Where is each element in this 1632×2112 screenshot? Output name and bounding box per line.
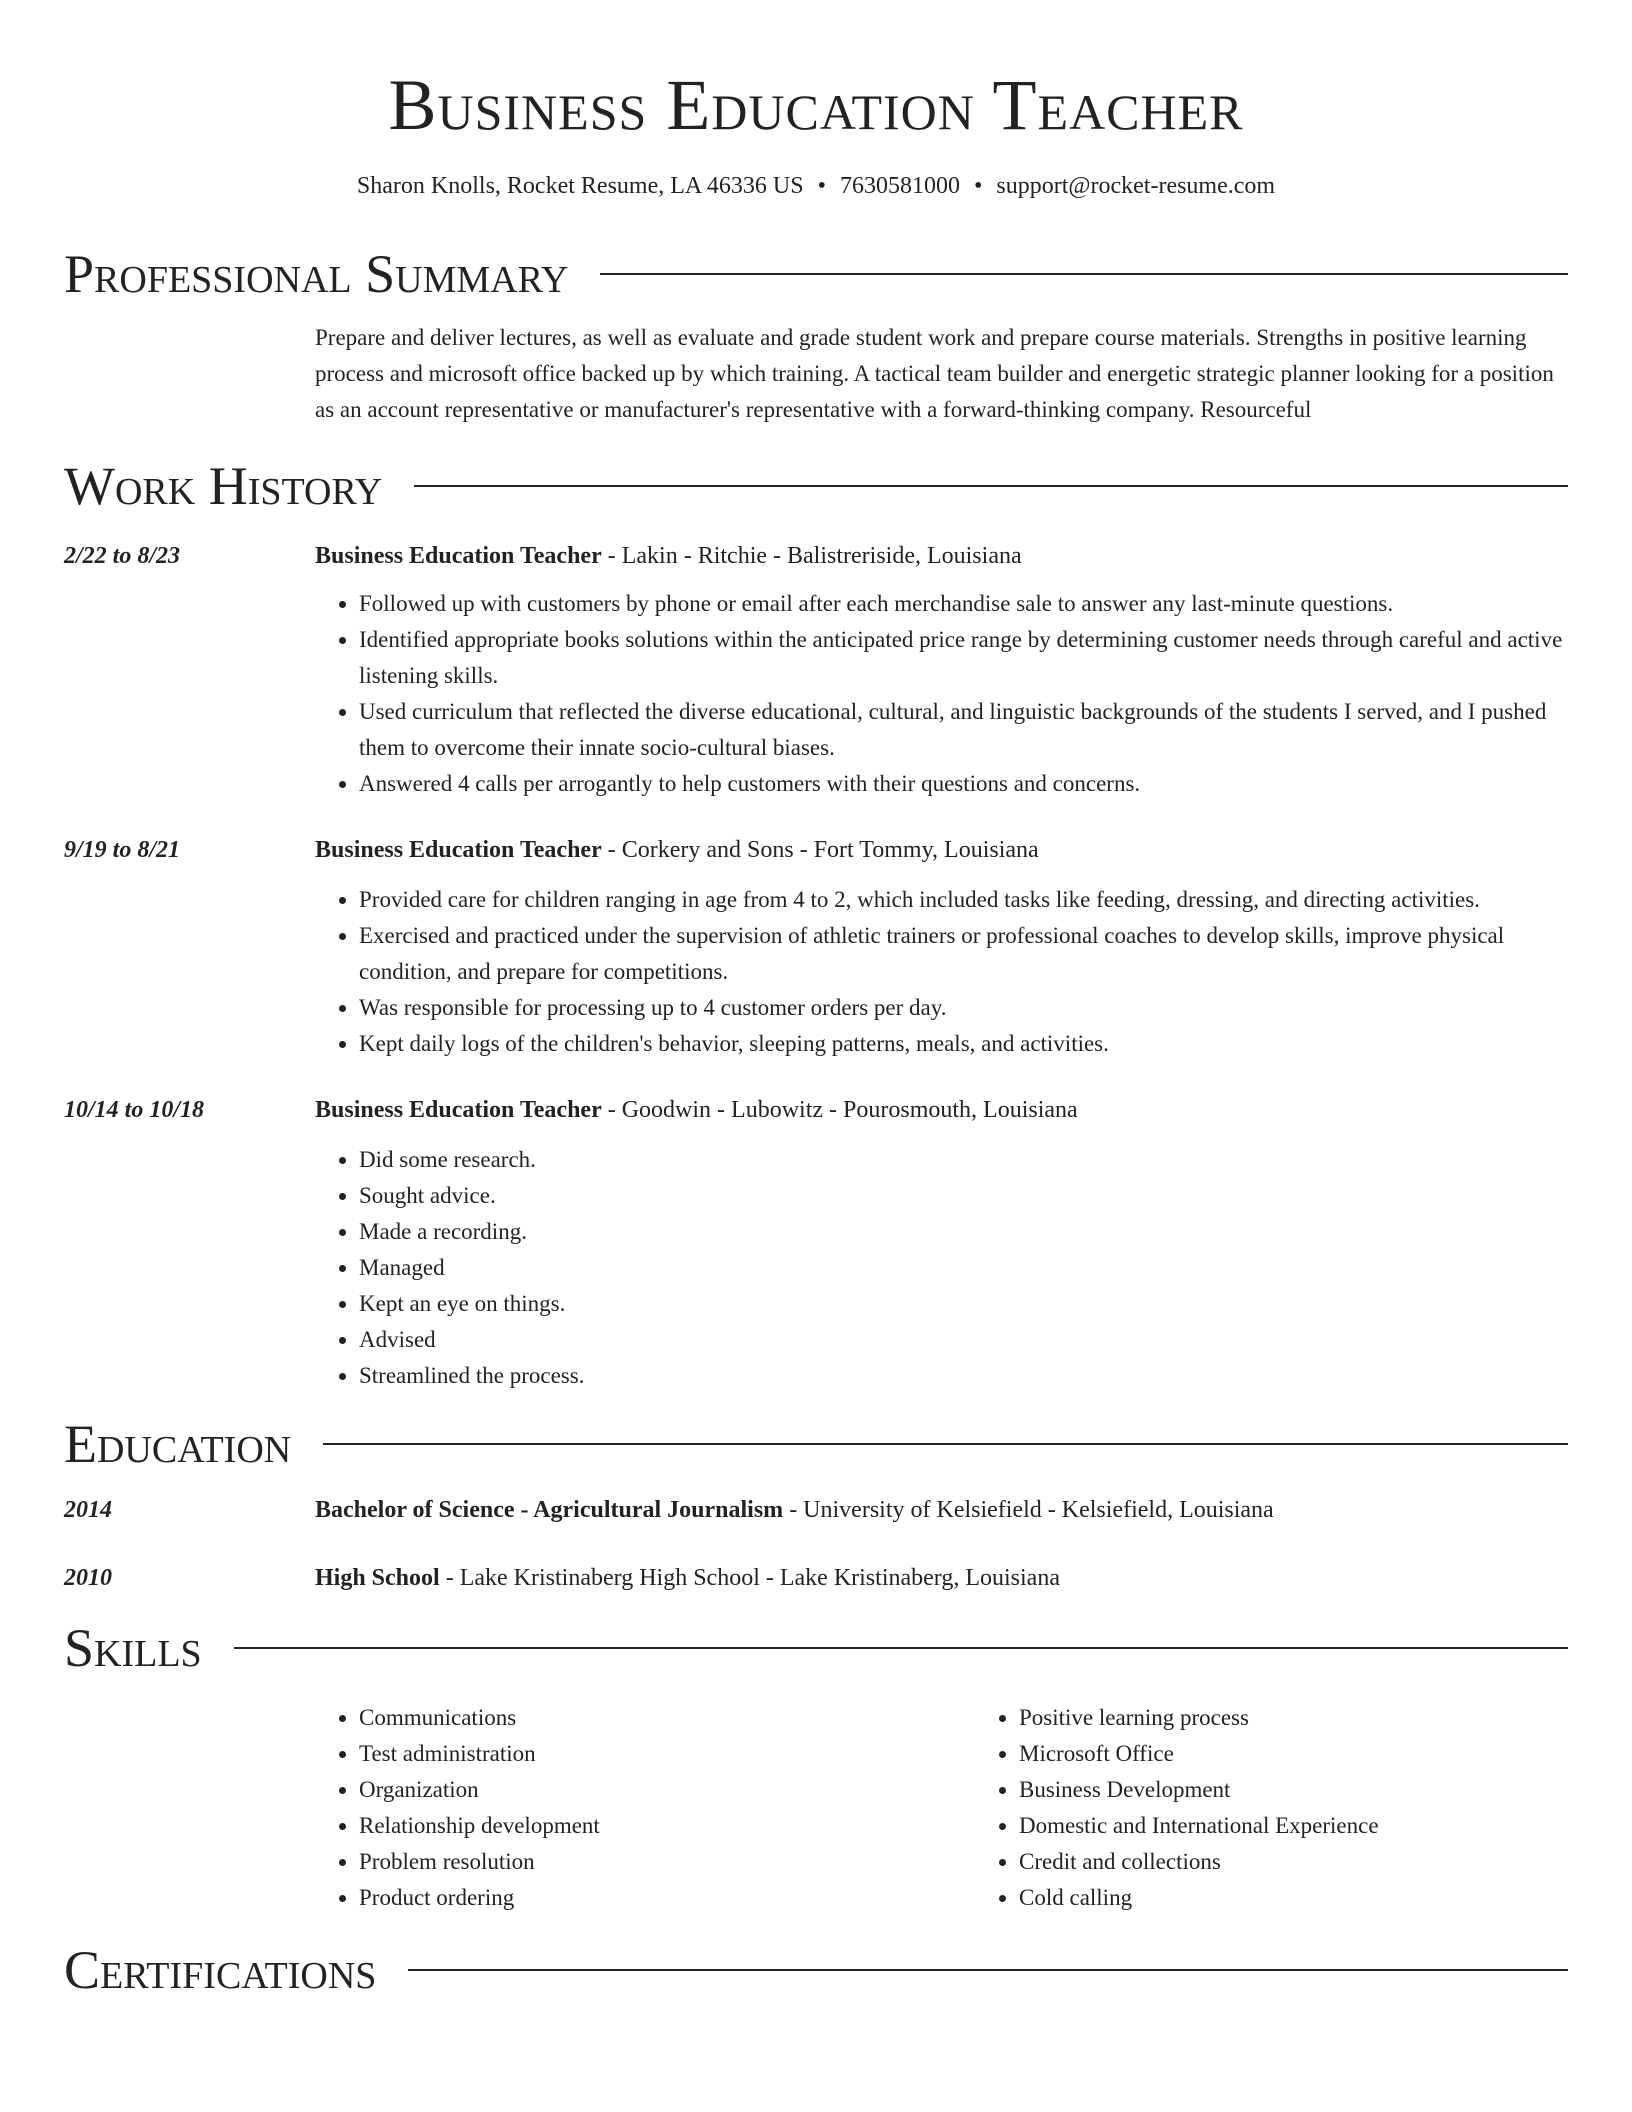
- contact-address: Sharon Knolls, Rocket Resume, LA 46336 US: [356, 173, 804, 199]
- resume-page: [64, 0, 1568, 2002]
- education-degree: High School: [315, 1565, 440, 1591]
- contact-separator: •: [817, 173, 826, 199]
- job-title: Business Education Teacher: [315, 1097, 602, 1123]
- section-divider: [234, 1647, 1568, 1649]
- job-dates: 10/14 to 10/18: [64, 1097, 205, 1123]
- job-employer: - Lakin - Ritchie - Balistreriside, Louisiana: [601, 543, 1022, 569]
- resume-title: Business Education Teacher: [388, 65, 1244, 145]
- job-duty: • Streamlined the process.: [359, 1358, 1568, 1394]
- contact-email: support@rocket-resume.com: [996, 173, 1276, 199]
- job-duty: • Followed up with customers by phone or email after each merchandise sale to answer any last-minute questions.: [359, 586, 1568, 622]
- skill-item: • Credit and collections: [1019, 1844, 1632, 1880]
- job-entry: [64, 1094, 1568, 1394]
- section-divider: [414, 485, 1568, 487]
- job-duties-list: [315, 1142, 1568, 1394]
- skills-list-left: [315, 1700, 975, 1916]
- section-divider: [600, 273, 1568, 275]
- section-divider: [323, 1443, 1568, 1445]
- work-history-section-header: [64, 454, 1568, 518]
- job-duty: • Provided care for children ranging in age from 4 to 2, which included tasks like feeding, dressing, and directing activities.: [359, 882, 1568, 918]
- job-duty: • Managed: [359, 1250, 1568, 1286]
- skills-list-right: [975, 1700, 1632, 1916]
- education-degree: Bachelor of Science - Agricultural Journalism: [315, 1497, 784, 1523]
- contact-phone: 7630581000: [839, 173, 960, 199]
- job-entry: [64, 540, 1568, 802]
- job-title-line: [315, 834, 1568, 866]
- job-duty: • Sought advice.: [359, 1178, 1568, 1214]
- job-duty: • Advised: [359, 1322, 1568, 1358]
- work-history-heading: Work History: [64, 456, 383, 516]
- job-duty: • Made a recording.: [359, 1214, 1568, 1250]
- job-duties-list: [315, 586, 1568, 802]
- skill-item: • Test administration: [359, 1736, 975, 1772]
- skills-heading: Skills: [64, 1618, 202, 1678]
- skill-item: • Positive learning process: [1019, 1700, 1632, 1736]
- skills-grid: [315, 1700, 1568, 1916]
- education-school: - University of Kelsiefield - Kelsiefield, Louisiana: [783, 1497, 1274, 1523]
- job-duties-list: [315, 882, 1568, 1062]
- job-content: [315, 834, 1568, 1062]
- education-school: - Lake Kristinaberg High School - Lake Kristinaberg, Louisiana: [439, 1565, 1060, 1591]
- job-duty: • Exercised and practiced under the supervision of athletic trainers or professional coaches to develop skills, improve physical condition, and prepare for competitions.: [359, 918, 1568, 990]
- certifications-heading: Certifications: [64, 1940, 377, 2000]
- education-heading: Education: [64, 1414, 292, 1474]
- skill-item: • Cold calling: [1019, 1880, 1632, 1916]
- skill-item: • Product ordering: [359, 1880, 975, 1916]
- job-duty: • Did some research.: [359, 1142, 1568, 1178]
- job-dates: 2/22 to 8/23: [64, 543, 181, 569]
- skill-item: • Relationship development: [359, 1808, 975, 1844]
- job-dates: 9/19 to 8/21: [64, 837, 181, 863]
- skills-section-header: [64, 1616, 1568, 1680]
- job-employer: - Goodwin - Lubowitz - Pourosmouth, Louisiana: [601, 1097, 1078, 1123]
- education-year: 2010: [64, 1565, 112, 1591]
- skill-item: • Communications: [359, 1700, 975, 1736]
- job-duty: • Was responsible for processing up to 4 customer orders per day.: [359, 990, 1568, 1026]
- job-title: Business Education Teacher: [315, 837, 602, 863]
- skill-item: • Problem resolution: [359, 1844, 975, 1880]
- job-content: [315, 1094, 1568, 1394]
- job-content: [315, 540, 1568, 802]
- job-duty: • Answered 4 calls per arrogantly to help customers with their questions and concerns.: [359, 766, 1568, 802]
- job-title: Business Education Teacher: [315, 543, 602, 569]
- job-entry: [64, 834, 1568, 1062]
- education-section-header: [64, 1412, 1568, 1476]
- certifications-section-header: [64, 1938, 1568, 2002]
- summary-section-header: [64, 242, 1568, 306]
- job-duty: • Kept daily logs of the children's behavior, sleeping patterns, meals, and activities.: [359, 1026, 1568, 1062]
- skill-item: • Organization: [359, 1772, 975, 1808]
- education-entry: [64, 1494, 1568, 1526]
- education-line: [315, 1562, 1568, 1594]
- summary-text: Prepare and deliver lectures, as well as evaluate and grade student work and prepare course materials. Strengths in positive learning process and microsoft office backed up by which training. A tactical team builder and energetic strategic planner looking for a position as an account representative or manufacturer's representative with a forward-thinking company. Resourceful: [315, 325, 1554, 422]
- skill-item: • Microsoft Office: [1019, 1736, 1632, 1772]
- section-divider: [408, 1969, 1568, 1971]
- skill-item: • Business Development: [1019, 1772, 1632, 1808]
- education-line: [315, 1494, 1568, 1526]
- education-year: 2014: [64, 1497, 112, 1523]
- job-title-line: [315, 1094, 1568, 1126]
- summary-heading: Professional Summary: [64, 244, 569, 304]
- job-duty: • Identified appropriate books solutions within the anticipated price range by determining customer needs through careful and active listening skills.: [359, 622, 1568, 694]
- education-entry: [64, 1562, 1568, 1594]
- job-duty: • Used curriculum that reflected the diverse educational, cultural, and linguistic backgrounds of the students I served, and I pushed them to overcome their innate socio-cultural biases.: [359, 694, 1568, 766]
- contact-line: [64, 170, 1568, 202]
- contact-separator: •: [973, 173, 983, 199]
- skill-item: • Domestic and International Experience: [1019, 1808, 1632, 1844]
- job-duty: • Kept an eye on things.: [359, 1286, 1568, 1322]
- job-employer: - Corkery and Sons - Fort Tommy, Louisiana: [601, 837, 1039, 863]
- job-title-line: [315, 540, 1568, 572]
